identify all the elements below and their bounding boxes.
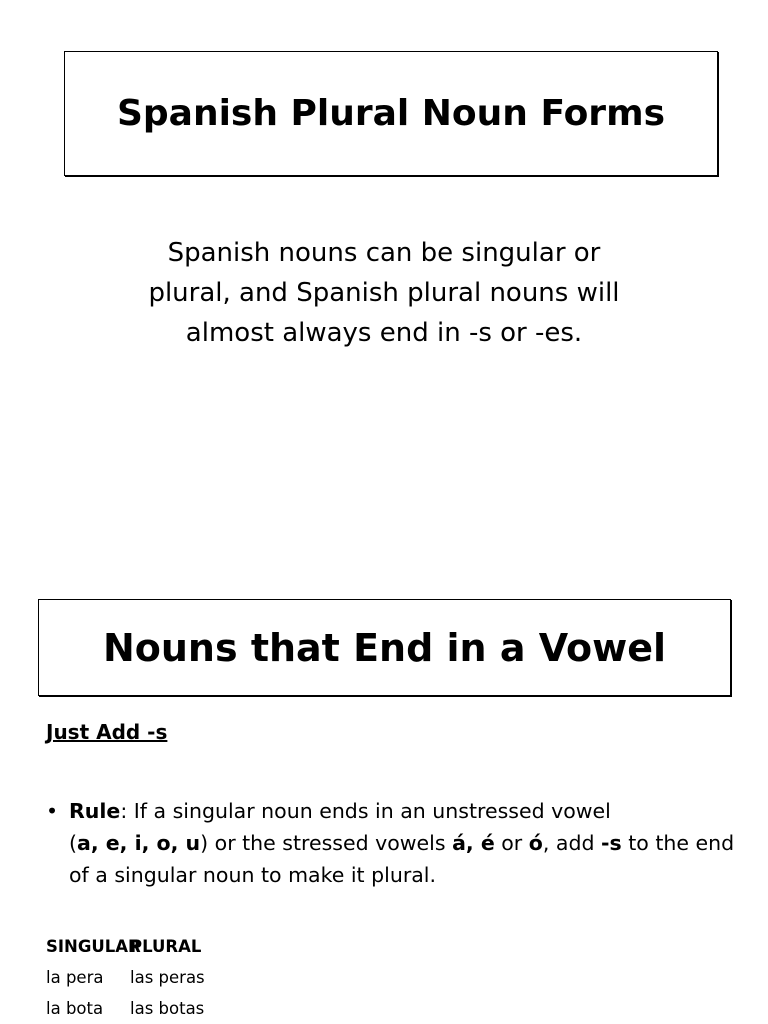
header-plural: PLURAL xyxy=(130,937,202,956)
intro-line: Spanish nouns can be singular or xyxy=(167,238,601,268)
subheading: Just Add -s xyxy=(46,720,168,744)
singular-cell: la pera xyxy=(46,968,104,987)
intro-paragraph xyxy=(100,233,668,353)
rule-stressed-vowel: ó xyxy=(528,831,543,855)
rule-bullet-item xyxy=(46,795,736,891)
section-title: Nouns that End in a Vowel xyxy=(102,625,667,670)
table-header-row xyxy=(46,931,205,962)
rule-stressed-vowels: á, é xyxy=(452,831,495,855)
bullet-icon: • xyxy=(46,799,59,823)
rule-suffix: -s xyxy=(600,831,622,855)
table-row xyxy=(46,993,205,1024)
rule-label: Rule xyxy=(69,799,121,823)
plural-cell: las botas xyxy=(130,999,205,1018)
rule-text-part: ) or the stressed vowels xyxy=(200,831,453,855)
intro-line: plural, and Spanish plural nouns will xyxy=(148,278,620,308)
rule-text-part: or xyxy=(494,831,529,855)
rule-vowels: a, e, i, o, u xyxy=(77,831,201,855)
rule-text-part: : If a singular noun ends in an unstressed vowel ( xyxy=(69,799,611,855)
slide-title-box xyxy=(64,51,718,176)
slide-title: Spanish Plural Noun Forms xyxy=(116,93,666,134)
rule-text-part: to the end of a singular noun to make it plural. xyxy=(69,831,735,887)
noun-table xyxy=(46,931,205,1024)
rule-text xyxy=(69,795,736,891)
section-title-box xyxy=(38,599,731,696)
header-singular: SINGULAR xyxy=(46,937,141,956)
singular-cell: la bota xyxy=(46,999,104,1018)
table-row xyxy=(46,962,205,993)
plural-cell: las peras xyxy=(130,968,205,987)
rule-text-part: , add xyxy=(542,831,601,855)
intro-line: almost always end in -s or -es. xyxy=(185,318,583,348)
